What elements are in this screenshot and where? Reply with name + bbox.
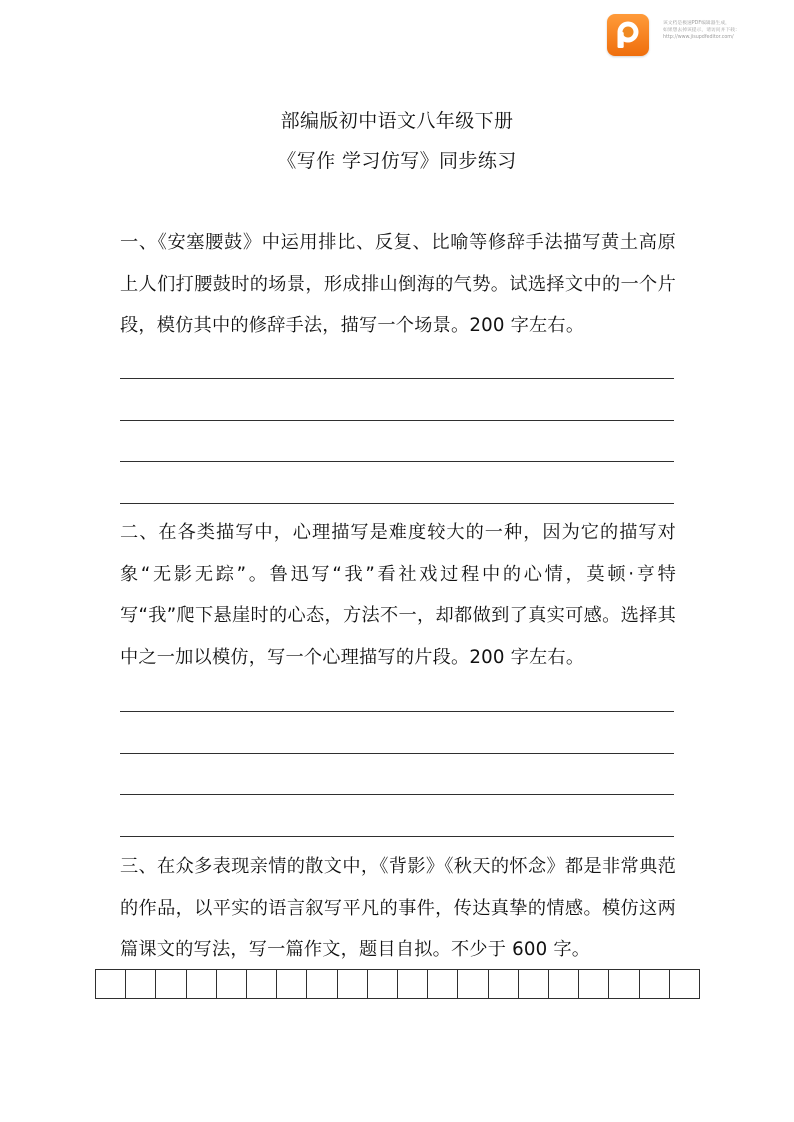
answer-line-q2-4[interactable]: [120, 836, 674, 837]
answer-line-q1-3[interactable]: [120, 461, 674, 462]
composition-cell[interactable]: [579, 970, 609, 999]
composition-cell[interactable]: [96, 970, 126, 999]
question-2-text: 二、在各类描写中，心理描写是难度较大的一种，因为它的描写对象“无影无踪”。鲁迅写“我”看社戏过程中的心情，莫顿·亨特写“我”爬下悬崖时的心态，方法不一，却都做到了真实可感。选择其中之一加以模仿，写一个心理描写的片段。200 字左右。: [120, 522, 676, 668]
composition-cell[interactable]: [489, 970, 519, 999]
composition-cell[interactable]: [156, 970, 186, 999]
composition-cell[interactable]: [277, 970, 307, 999]
composition-grid-row[interactable]: [95, 969, 700, 999]
composition-cell[interactable]: [458, 970, 488, 999]
composition-cell[interactable]: [126, 970, 156, 999]
pdf-editor-watermark: [607, 14, 787, 58]
answer-line-q1-2[interactable]: [120, 420, 674, 421]
question-1-text: 一、《安塞腰鼓》中运用排比、反复、比喻等修辞手法描写黄土高原上人们打腰鼓时的场景，形成排山倒海的气势。试选择文中的一个片段，模仿其中的修辞手法，描写一个场景。200 字左右。: [120, 232, 676, 336]
watermark-line-2: 如果想去掉该提示，请访问并下载：: [663, 27, 740, 33]
composition-cell[interactable]: [609, 970, 639, 999]
question-3-text: 三、在众多表现亲情的散文中，《背影》《秋天的怀念》都是非常典范的作品，以平实的语言叙写平凡的事件，传达真挚的情感。模仿这两篇课文的写法，写一篇作文，题目自拟。不少于 600 字。: [120, 856, 676, 960]
composition-cell[interactable]: [217, 970, 247, 999]
composition-cell[interactable]: [670, 970, 700, 999]
answer-line-q1-4[interactable]: [120, 503, 674, 504]
watermark-line-3: http://www.jisupdfeditor.com/: [663, 34, 734, 40]
composition-cell[interactable]: [338, 970, 368, 999]
composition-cell[interactable]: [428, 970, 458, 999]
answer-line-q1-1[interactable]: [120, 378, 674, 379]
composition-cell[interactable]: [549, 970, 579, 999]
worksheet-title: 部编版初中语文八年级下册: [280, 110, 514, 132]
watermark-text: [663, 21, 791, 41]
answer-line-q2-2[interactable]: [120, 753, 674, 754]
answer-line-q2-3[interactable]: [120, 794, 674, 795]
answer-line-q2-1[interactable]: [120, 711, 674, 712]
watermark-line-1: 该文档是极速PDF编辑器生成，: [663, 21, 730, 26]
composition-cell[interactable]: [187, 970, 217, 999]
worksheet-subtitle: 《写作 学习仿写》同步练习: [277, 150, 517, 172]
composition-cell[interactable]: [519, 970, 549, 999]
composition-cell[interactable]: [247, 970, 277, 999]
composition-cell[interactable]: [640, 970, 670, 999]
composition-cell[interactable]: [368, 970, 398, 999]
p-logo-icon: [607, 14, 649, 56]
composition-cell[interactable]: [398, 970, 428, 999]
composition-cell[interactable]: [307, 970, 337, 999]
